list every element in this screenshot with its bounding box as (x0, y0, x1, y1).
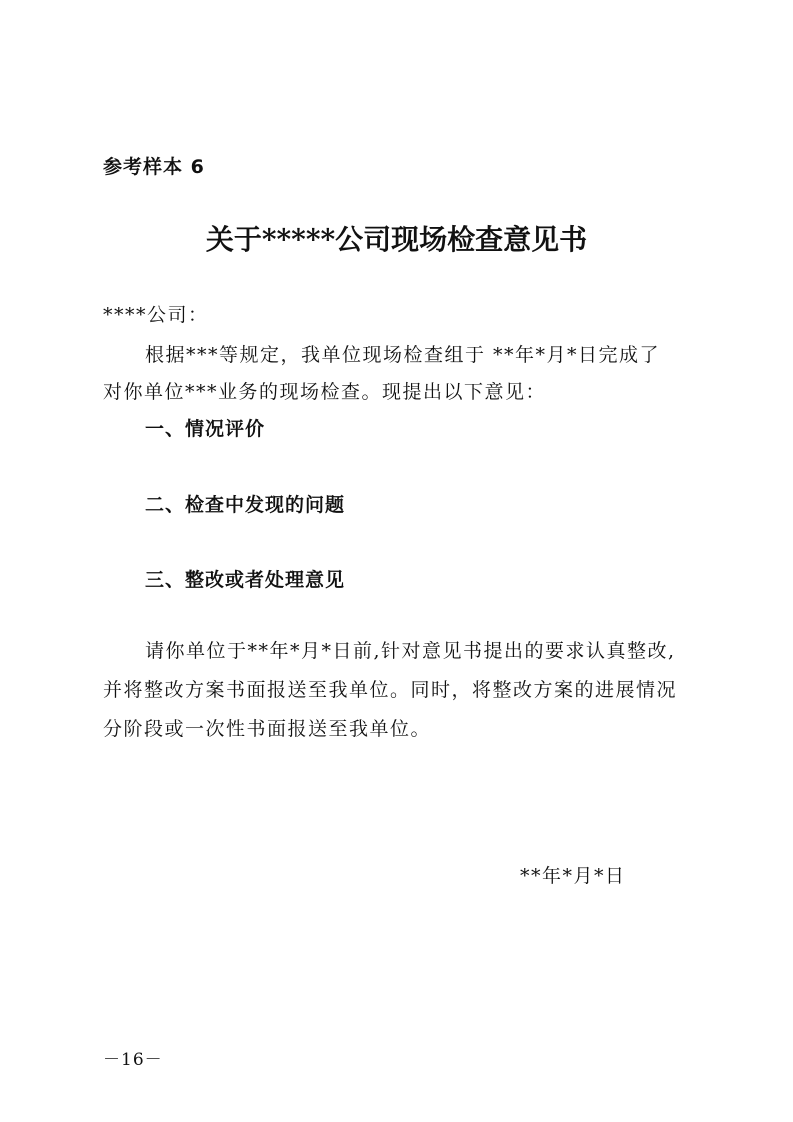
intro-paragraph-line: 对你单位***业务的现场检查。现提出以下意见： (103, 381, 547, 403)
section-heading-rectification: 三、整改或者处理意见 (145, 569, 346, 591)
section-heading-evaluation: 一、情况评价 (145, 418, 266, 440)
sample-label: 参考样本 6 (103, 156, 205, 178)
document-date: **年*月*日 (520, 865, 626, 887)
section-heading-issues: 二、检查中发现的问题 (145, 494, 346, 516)
addressee: ****公司： (103, 304, 209, 326)
document-title: 关于*****公司现场检查意见书 (205, 223, 588, 256)
closing-paragraph-line: 分阶段或一次性书面报送至我单位。 (103, 718, 432, 740)
page-number: －16－ (103, 1050, 163, 1070)
closing-paragraph-line: 并将整改方案书面报送至我单位。同时，将整改方案的进展情况 (103, 679, 678, 701)
intro-paragraph-line: 根据***等规定，我单位现场检查组于 **年*月*日完成了 (145, 344, 661, 366)
closing-paragraph-line: 请你单位于**年*月*日前,针对意见书提出的要求认真整改, (145, 640, 676, 662)
